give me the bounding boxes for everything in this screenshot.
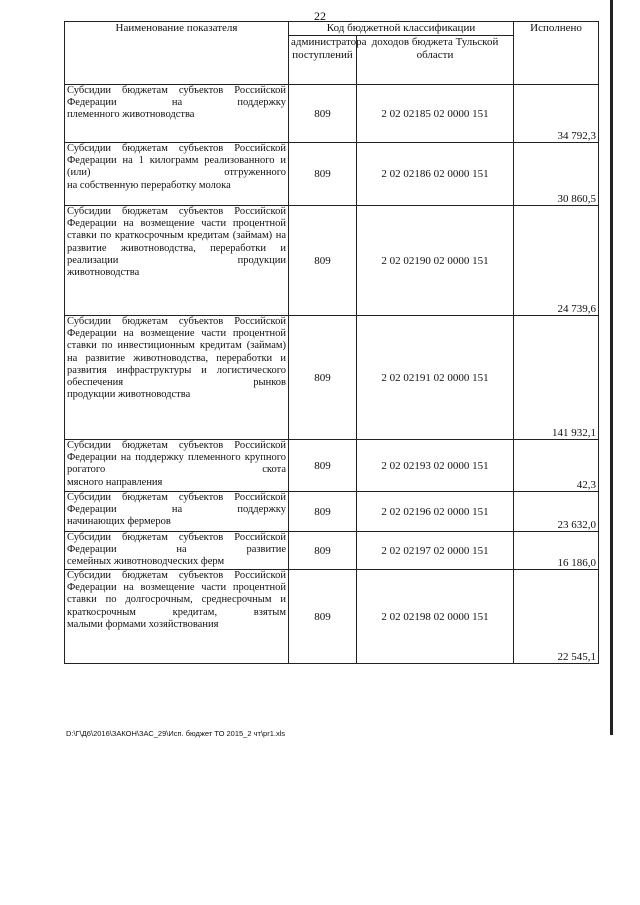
executed-amount: 16 186,0 <box>514 532 599 570</box>
indicator-name-last: семейных животноводческих ферм <box>67 556 225 568</box>
indicator-name-last: малыми формами хозяйствования <box>67 618 219 630</box>
income-code: 2 02 02197 02 0000 151 <box>357 532 514 570</box>
indicator-name <box>65 143 289 206</box>
budget-table <box>64 21 599 664</box>
indicator-name <box>65 532 289 570</box>
table-row <box>65 440 599 492</box>
scan-edge-bar <box>610 0 613 735</box>
indicator-name <box>65 492 289 532</box>
table-row <box>65 570 599 664</box>
indicator-name <box>65 206 289 316</box>
indicator-name-text: Субсидии бюджетам субъектов Российской Федерации на возмещение части процентной ставки по долгосрочным, среднесрочным и краткосрочным кредитам, взятым <box>67 570 286 618</box>
header-name: Наименование показателя <box>65 22 289 85</box>
income-code: 2 02 02198 02 0000 151 <box>357 570 514 664</box>
indicator-name <box>65 440 289 492</box>
admin-code: 809 <box>289 143 357 206</box>
executed-amount: 141 932,1 <box>514 316 599 440</box>
table-row <box>65 85 599 143</box>
income-code: 2 02 02190 02 0000 151 <box>357 206 514 316</box>
executed-amount: 34 792,3 <box>514 85 599 143</box>
income-code: 2 02 02191 02 0000 151 <box>357 316 514 440</box>
indicator-name-last: мясного направления <box>67 476 163 488</box>
executed-amount: 42,3 <box>514 440 599 492</box>
table-row <box>65 316 599 440</box>
executed-amount: 23 632,0 <box>514 492 599 532</box>
header-income: доходов бюджета Тульской области <box>357 36 514 85</box>
executed-amount: 30 860,5 <box>514 143 599 206</box>
indicator-name-text: Субсидии бюджетам субъектов Российской Федерации на возмещение части процентной ставки по краткосрочным кредитам (займам) на развитие животноводства, переработки и реализации продукции <box>67 206 286 266</box>
admin-code: 809 <box>289 492 357 532</box>
admin-code: 809 <box>289 206 357 316</box>
header-admin: администратора поступлений <box>289 36 357 85</box>
indicator-name-text: Субсидии бюджетам субъектов Российской Федерации на возмещение части процентной ставки по инвестиционным кредитам (займам) на развитие животноводства, переработки и развития инфраструктуры и логистического обеспечения рынков <box>67 316 286 389</box>
income-code: 2 02 02193 02 0000 151 <box>357 440 514 492</box>
admin-code: 809 <box>289 570 357 664</box>
table-row <box>65 492 599 532</box>
indicator-name-last: животноводства <box>67 267 140 279</box>
file-path-footer: D:\Г\Д6\2016\ЗАКОН\ЗАС_29\Исп. бюджет ТО 2015_2 чт\pr1.xls <box>66 729 286 738</box>
executed-amount: 22 545,1 <box>514 570 599 664</box>
table-row <box>65 143 599 206</box>
admin-code: 809 <box>289 85 357 143</box>
indicator-name-text: Субсидии бюджетам субъектов Российской Федерации на 1 килограмм реализованного и (или) отгруженного <box>67 143 286 179</box>
header-code-group: Код бюджетной классификации <box>289 22 514 36</box>
indicator-name-last: начинающих фермеров <box>67 516 171 528</box>
admin-code: 809 <box>289 440 357 492</box>
indicator-name-last: продукции животноводства <box>67 389 191 401</box>
indicator-name-text: Субсидии бюджетам субъектов Российской Федерации на поддержку <box>67 85 286 109</box>
indicator-name-last: на собственную переработку молока <box>67 179 231 191</box>
indicator-name <box>65 570 289 664</box>
table-row <box>65 532 599 570</box>
admin-code: 809 <box>289 532 357 570</box>
header-executed: Исполнено <box>514 22 599 85</box>
indicator-name-text: Субсидии бюджетам субъектов Российской Федерации на развитие <box>67 532 286 556</box>
admin-code: 809 <box>289 316 357 440</box>
income-code: 2 02 02196 02 0000 151 <box>357 492 514 532</box>
page-number: 22 <box>314 9 326 23</box>
indicator-name <box>65 316 289 440</box>
income-code: 2 02 02186 02 0000 151 <box>357 143 514 206</box>
income-code: 2 02 02185 02 0000 151 <box>357 85 514 143</box>
table-row <box>65 206 599 316</box>
indicator-name-text: Субсидии бюджетам субъектов Российской Федерации на поддержку <box>67 492 286 516</box>
indicator-name-last: племенного животноводства <box>67 109 195 121</box>
indicator-name-text: Субсидии бюджетам субъектов Российской Федерации на поддержку племенного крупного рогатого скота <box>67 440 286 476</box>
executed-amount: 24 739,6 <box>514 206 599 316</box>
indicator-name <box>65 85 289 143</box>
